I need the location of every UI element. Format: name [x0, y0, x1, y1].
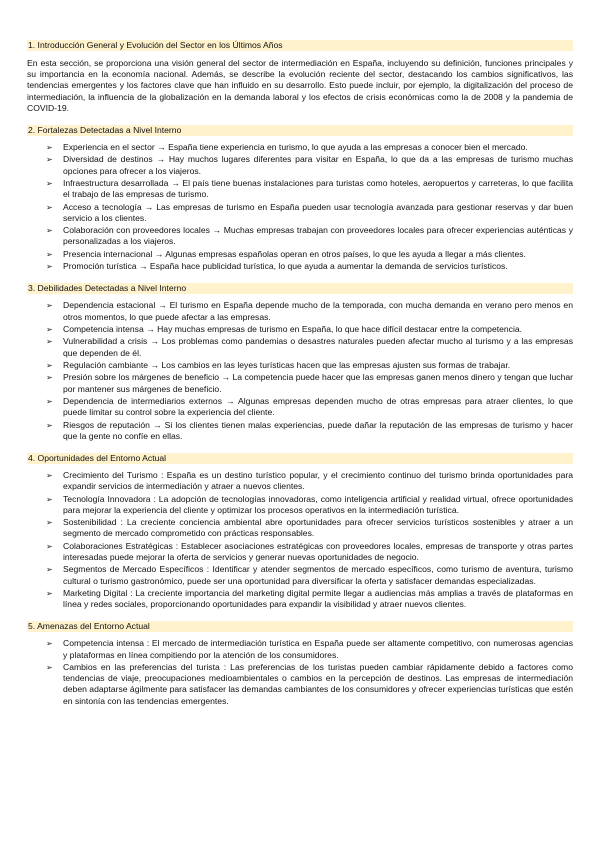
list-item: ➢ Competencia intensa : El mercado de intermediación turística en España puede ser altamente competitivo, con numerosas agencias y plataformas en línea compitiendo por la atención de los consumidores. — [46, 638, 573, 660]
list-item: ➢ Vulnerabilidad a crisis → Los problemas como pandemias o desastres naturales pueden afectar mucho al turismo y a las empresas que dependen de él. — [46, 336, 573, 358]
list-item: ➢ Presión sobre los márgenes de beneficio → La competencia puede hacer que las empresas ganen menos dinero y tengan que luchar por mantener sus márgenes de beneficio. — [46, 372, 573, 394]
arrow-bullet-icon: ➢ — [46, 420, 53, 430]
list-item: ➢ Colaboraciones Estratégicas : Establecer asociaciones estratégicas con proveedores locales, empresas de transporte y otras partes interesadas puede mejorar la oferta de servicios y generar nuevas oportunidades de negocio. — [46, 540, 573, 562]
bullet-list — [27, 470, 573, 610]
arrow-bullet-icon: ➢ — [46, 143, 53, 153]
list-item: ➢ Diversidad de destinos → Hay muchos lugares diferentes para visitar en España, lo que da a las empresas de turismo muchas opciones para ofrecer a los viajeros. — [46, 154, 573, 176]
arrow-bullet-icon: ➢ — [46, 662, 53, 672]
arrow-bullet-icon: ➢ — [46, 396, 53, 406]
arrow-bullet-icon: ➢ — [46, 373, 53, 383]
list-item: ➢ Segmentos de Mercado Específicos : Identificar y atender segmentos de mercado específicos, como turismo de aventura, turismo cultural o turismo gastronómico, puede ser una oportunidad para diversificar la oferta y satisfacer demandas especializadas. — [46, 564, 573, 586]
section-amenazas — [27, 621, 573, 706]
arrow-bullet-icon: ➢ — [46, 324, 53, 334]
list-item: ➢ Tecnología Innovadora : La adopción de tecnologías innovadoras, como inteligencia artificial y realidad virtual, ofrece oportunidades para mejorar la experiencia del cliente y optimizar los procesos operativos en la intermediación turística. — [46, 493, 573, 515]
list-item: ➢ Marketing Digital : La creciente importancia del marketing digital permite llegar a audiencias más amplias a través de plataformas en línea y redes sociales, proporcionando oportunidades para expandir la visibilidad y atraer nuevos clientes. — [46, 587, 573, 610]
arrow-bullet-icon: ➢ — [46, 202, 53, 212]
section-introduccion — [27, 40, 573, 114]
arrow-bullet-icon: ➢ — [46, 179, 53, 188]
list-item: ➢ Crecimiento del Turismo : España es un destino turístico popular, y el crecimiento continuo del turismo brinda oportunidades para expandir servicios de intermediación y atraer a nuevos clientes. — [46, 469, 573, 492]
section-paragraph: En esta sección, se proporciona una visión general del sector de intermediación en España, incluyendo su definición, funciones principales y su importancia en la economía nacional. Además, se describe la evolución reciente del sector, destacando los cambios significativos, las tendencias emergentes y los factores clave que han influido en su desarrollo. Esto puede incluir, por ejemplo, la digitalización del proceso de intermediación, la influencia de la globalización en la demanda laboral y los efectos de crisis económicas como la de 2008 y la pandemia de COVID-19. — [27, 58, 573, 113]
arrow-bullet-icon: ➢ — [46, 470, 53, 480]
list-item: ➢ Dependencia de intermediarios externos → Algunas empresas dependen mucho de otras empresas para atraer clientes, lo que puede limitar su control sobre la experiencia del cliente. — [46, 395, 573, 418]
arrow-bullet-icon: ➢ — [46, 249, 53, 259]
bullet-list — [27, 142, 573, 272]
section-heading: 2. Fortalezas Detectadas a Nivel Interno — [27, 125, 573, 136]
section-debilidades — [27, 283, 573, 442]
section-oportunidades — [27, 453, 573, 610]
arrow-bullet-icon: ➢ — [46, 301, 53, 311]
arrow-bullet-icon: ➢ — [46, 226, 53, 236]
section-heading: 1. Introducción General y Evolución del Sector en los Últimos Años — [27, 40, 573, 51]
arrow-bullet-icon: ➢ — [46, 155, 53, 165]
list-item: ➢ Cambios en las preferencias del turista : Las preferencias de los turistas pueden cambiar rápidamente debido a factores como tendencias de viaje, preocupaciones medioambientales o cambios en la percepción de destinos. Las empresas de intermediación deben adaptarse ágilmente para satisfacer las demandas cambiantes de los consumidores y ofrecer experiencias turísticas que estén en sintonía con las tendencias emergentes. — [46, 661, 573, 706]
list-item: ➢ Competencia intensa → Hay muchas empresas de turismo en España, lo que hace difícil destacar entre la competencia. — [46, 323, 523, 334]
list-item: ➢ Infraestructura desarrollada → El país tiene buenas instalaciones para turistas como hoteles, aeropuertos y carreteras, lo que facilita el trabajo de las empresas de turismo. — [46, 178, 573, 200]
arrow-bullet-icon: ➢ — [46, 639, 53, 649]
arrow-bullet-icon: ➢ — [46, 541, 53, 551]
list-item: ➢ Presencia internacional → Algunas empresas españolas operan en otros países, lo que les ayuda a llegar a más clientes. — [46, 248, 526, 259]
arrow-bullet-icon: ➢ — [46, 518, 53, 528]
list-item: ➢ Experiencia en el sector → España tiene experiencia en turismo, lo que ayuda a las empresas a conocer bien el mercado. — [46, 142, 528, 153]
arrow-bullet-icon: ➢ — [46, 262, 53, 272]
section-heading: 3. Debilidades Detectadas a Nivel Interno — [27, 283, 573, 294]
arrow-bullet-icon: ➢ — [46, 337, 53, 347]
list-item: ➢ Sostenibilidad : La creciente conciencia ambiental abre oportunidades para ofrecer servicios turísticos sostenibles y atraer a un segmento de mercado comprometido con prácticas responsables. — [46, 517, 573, 539]
list-item: ➢ Riesgos de reputación → Si los clientes tienen malas experiencias, puede dañar la reputación de las empresas de turismo y hacer que la gente no confíe en ellas. — [46, 419, 573, 441]
bullet-list — [27, 300, 573, 442]
list-item: ➢ Regulación cambiante → Los cambios en las leyes turísticas hacen que las empresas ajusten sus formas de trabajar. — [46, 359, 511, 370]
list-item: ➢ Promoción turística → España hace publicidad turística, lo que ayuda a aumentar la demanda de servicios turísticos. — [46, 261, 508, 272]
bullet-list — [27, 638, 573, 706]
arrow-bullet-icon: ➢ — [46, 565, 53, 575]
arrow-bullet-icon: ➢ — [46, 360, 53, 370]
arrow-bullet-icon: ➢ — [46, 494, 53, 504]
section-heading: 4. Oportunidades del Entorno Actual — [27, 453, 573, 464]
arrow-bullet-icon: ➢ — [46, 588, 53, 598]
section-heading: 5. Amenazas del Entorno Actual — [27, 621, 573, 632]
list-item: ➢ Acceso a tecnología → Las empresas de turismo en España pueden usar tecnología avanzada para gestionar reservas y dar buen servicio a los clientes. — [46, 201, 573, 223]
list-item: ➢ Dependencia estacional → El turismo en España depende mucho de la temporada, con mucha demanda en verano pero menos en otros momentos, lo que puede afectar a las empresas. — [46, 300, 573, 322]
list-item: ➢ Colaboración con proveedores locales → Muchas empresas trabajan con proveedores locales para ofrecer experiencias auténticas y personalizadas a los viajeros. — [46, 225, 573, 247]
section-fortalezas — [27, 125, 573, 272]
